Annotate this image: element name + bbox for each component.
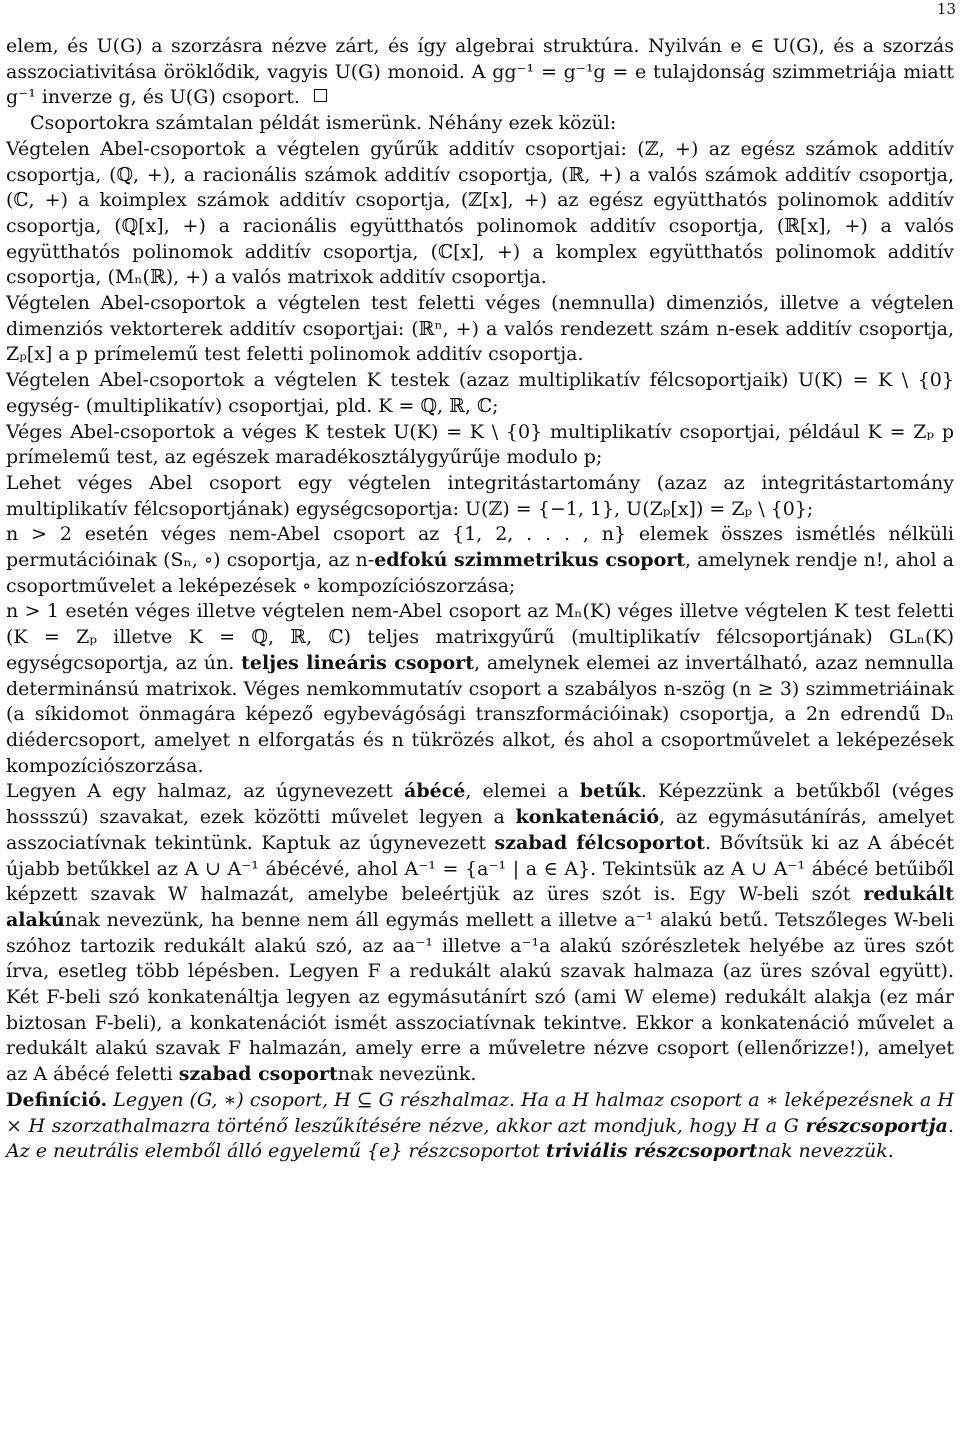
intro-paragraph <box>6 34 954 111</box>
page-number: 13 <box>936 0 956 18</box>
example-item-1: Végtelen Abel-csoportok a végtelen gyűrűk additív csoportjai: (ℤ, +) az egész számok additív csoportja, (ℚ, +), a racionális számok additív csoportja, (ℝ, +) a valós számok additív csoportja, (ℂ, +) a koimplex számok additív csoportja, (ℤ[x], +) az egész együtthatós polinomok additív csoportja, (ℚ[x], +) a racionális együtthatós polinomok additív csoportja, (ℝ[x], +) a valós együtthatós polinomok additív csoportja, (ℂ[x], +) a komplex együtthatós polinomok additív csoportja, (Mₙ(ℝ), +) a valós matrixok additív csoportja. <box>6 137 954 289</box>
example-item-2: Végtelen Abel-csoportok a végtelen test feletti véges (nemnulla) dimenziós, illetve a végtelen dimenziós vektorterek additív csoportjai: (ℝⁿ, +) a valós rendezett szám n-esek additív csoportja, Zₚ[x] a p prímelemű test feletti polinomok additív csoportja. <box>6 292 954 366</box>
definition-heading: Definíció. <box>6 1088 108 1111</box>
term-reduced-form: redukált alakú <box>6 883 954 931</box>
qed-box-icon <box>314 89 327 102</box>
example-item-3: Végtelen Abel-csoportok a végtelen K testek (azaz multiplikatív félcsoportjaik) U(K) = K \ {0} egység- (multiplikatív) csoportjai, pld. K = ℚ, ℝ, ℂ; <box>6 369 954 417</box>
term-symmetric-group: edfokú szimmetrikus csoport <box>374 549 686 572</box>
term-letters: betűk <box>579 780 641 803</box>
example-item-5: Lehet véges Abel csoport egy végtelen integritástartomány (azaz az integritástartomány multiplikatív félcsoportjának) egységcsoportja: U(ℤ) = {−1, 1}, U(Zₚ[x]) = Zₚ \ {0}; <box>6 471 954 520</box>
term-concatenation: konkatenáció <box>515 806 660 829</box>
term-subgroup: részcsoportja <box>805 1114 948 1137</box>
term-trivial-subgroup: triviális részcsoport <box>545 1140 758 1163</box>
term-free-semigroup: szabad félcsoportot <box>494 831 705 854</box>
intro-text: elem, és U(G) a szorzásra nézve zárt, és így algebrai struktúra. Nyilván e ∈ U(G), és a szorzás asszociativitása öröklődik, vagyis U(G) monoid. A gg⁻¹ = g⁻¹g = e tulajdonság szimmetriája miatt g⁻¹ inverze g, és U(G) csoport. <box>6 35 954 109</box>
example-item-7: n > 1 esetén véges illetve végtelen nem-Abel csoport az Mₙ(K) véges illetve végtelen K test feletti (K = Zₚ illetve K = ℚ, ℝ, ℂ) teljes matrixgyűrű (multiplikatív félcsoportjának) GLₙ(K) egységcsoportja, az ún. teljes lineáris csoport, amelynek elemei az invertálható, azaz nemnulla determinánsú matrixok. Véges nemkommutatív csoport a szabályos n-szög (n ≥ 3) szimmetriáinak (a síkidomot önmagára képező egybevágósági transzformációinak) csoportja, a 2n edrendű Dₙ diédercsoport, amelyet n elforgatás és n tükrözés alkot, és ahol a csoportművelet a leképezések kompozíciószorzása. <box>6 600 954 777</box>
body-text <box>6 34 954 1165</box>
term-free-group: szabad csoport <box>178 1063 338 1086</box>
example-item-8: Legyen A egy halmaz, az úgynevezett ábécé, elemei a betűk. Képezzünk a betűkből (véges hossszú) szavakat, ezek közötti művelet legyen a konkatenáció, az egymásutánírás, amelyet asszociatívnak tekintünk. Kaptuk az úgynevezett szabad félcsoportot. Bővítsük ki az A ábécét újabb betűkkel az A ∪ A⁻¹ ábécévé, ahol A⁻¹ = {a⁻¹ | a ∈ A}. Tekintsük az A ∪ A⁻¹ ábécé betűiből képzett szavak W halmazát, amelybe beleértjük az üres szót is. Egy W-beli szót redukált alakúnak nevezünk, ha benne nem áll egymás mellett a illetve a⁻¹ alakú betű. Tetszőleges W-beli szóhoz tartozik redukált alakú szó, az aa⁻¹ illetve a⁻¹a alakú szórészletek helyébe az üres szót írva, esetleg több lépésben. Legyen F a redukált alakú szavak halmaza (az üres szóval együtt). Két F-beli szó konkatenáltja legyen az egymásutánírt szó (ami W eleme) redukált alakja (ez már biztosan F-beli), a konkatenációt ismét asszociatívnak tekintve. Ekkor a konkatenáció művelet a redukált alakú szavak F halmazán, amely erre a műveletre nézve csoport (ellenőrizze!), amelyet az A ábécé feletti szabad csoportnak nevezünk. <box>6 780 954 1086</box>
definition-block: Definíció. Legyen (G, ∗) csoport, H ⊆ G részhalmaz. Ha a H halmaz csoport a ∗ leképezésnek a H × H szorzathalmazra történő leszűkítésére nézve, akkor azt mondjuk, hogy H a G részcsoportja. Az e neutrális elemből álló egyelemű {e} részcsoportot triviális részcsoportnak nevezzük. <box>6 1088 954 1163</box>
examples-lead: Csoportokra számtalan példát ismerünk. Néhány ezek közül: <box>30 112 617 135</box>
example-item-6: n > 2 esetén véges nem-Abel csoport az {1, 2, . . . , n} elemek összes ismétlés nélküli permutációinak (Sₙ, ∘) csoportja, az n-edfokú szimmetrikus csoport, amelynek rendje n!, ahol a csoportművelet a leképezések ∘ kompozíciószorzása; <box>6 523 955 597</box>
term-general-linear-group: teljes lineáris csoport <box>241 651 474 674</box>
example-item-4: Véges Abel-csoportok a véges K testek U(K) = K \ {0} multiplikatív csoportjai, például K = Zₚ p prímelemű test, az egészek maradékosztálygyűrűje modulo p; <box>6 420 954 469</box>
term-alphabet: ábécé <box>404 780 466 803</box>
